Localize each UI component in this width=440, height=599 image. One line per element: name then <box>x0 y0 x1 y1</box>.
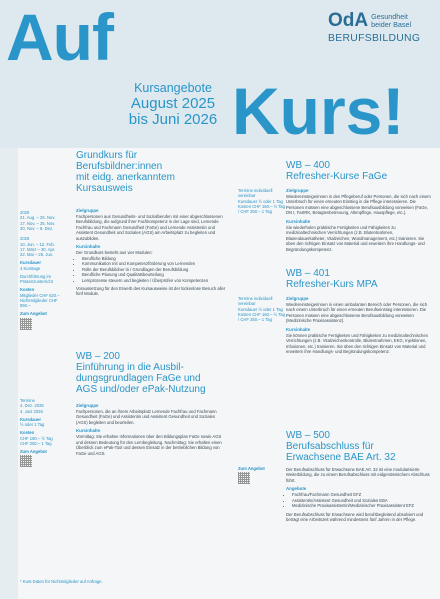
course2-qr-code[interactable] <box>20 455 32 467</box>
course4-content: Sie können praktische Fertigkeiten und Fähigkeiten zu medizinaltechnischen Verrichtungen (z.B. Vitalzeichenkontrolle, Blutentnahmen, EKG, Injektionen, Infusionen, etc.) trainieren. Sie üben den richtigen Einsatz von Material und erweitern ihre Handlungs- und Begründungskompetenz. <box>286 332 428 355</box>
course2-title-l1: WB – 200 <box>76 351 120 362</box>
list-item: • Lernprozesse steuern und begleiten / Überprüfen von Kompetenzen <box>82 278 226 283</box>
course2-fee-label: Kosten <box>20 430 35 436</box>
course4-target: Wiedereinsteigerinnen in einen ambulanten Bereich oder Personen, die sich nach einem Unterbruch für einen erneuten Berufseinstieg interessieren. Die Personen müssen eine abgeschlossene Berufsausbildung vorweisen (Medizinische Praxisassistenz). <box>286 302 428 324</box>
course5-title-l1: WB – 500 <box>286 430 330 441</box>
course1-title-l3: mit eidg. anerkanntem <box>76 172 175 183</box>
list-item: • Medizinische Praxisassistentin/Medizinischer Praxisassistent EFZ <box>292 503 432 508</box>
course2-duration-label: Kursdauer <box>20 416 41 422</box>
course3-title-l1: WB – 400 <box>286 160 330 171</box>
course3-content-label: Kursinhalte <box>286 218 311 224</box>
course1-content-list <box>76 256 226 283</box>
course3-content: Sie wiederholen praktische Fertigkeiten und Fähigkeiten zu medizinaltechnischen Verrichtungen (z.B. Blutentnahmen, Blasendauerkatheter, Vitalzeichen, Wundmanagement, etc.) trainieren. Sie üben den richtigen Einsatz von Material und erweitern ihre Handlungs- und Begründungskompetenz. <box>286 224 425 252</box>
logo-gesundheit-beider-basel <box>371 13 411 28</box>
course2-target: Fachpersonen, die an ihrem Arbeitsplatz Lernende Fachfrau und Fachmann Gesundheit (FaGe) und Assistentin und Assistent Gesundheit und Soziales (AGS) begleiten und beurteilen. <box>76 409 217 425</box>
course5-content-list <box>286 492 432 508</box>
course1-title-l4: Kursausweis <box>76 183 133 194</box>
course3-title <box>286 160 432 182</box>
logo-gesundheit: Gesundheit <box>371 12 408 21</box>
course3-title-l2: Refresher-Kurse FaGe <box>286 171 388 182</box>
course4-target-label: Zielgruppe <box>286 296 309 301</box>
course2-register-link[interactable]: Zum Angebot <box>20 449 47 454</box>
course2-body <box>76 351 226 456</box>
hero-right-word: Kurs! <box>232 74 405 148</box>
list-item: • Berufliche Planung und Qualitätsbeurteilung <box>82 272 226 277</box>
course1-duration: 4 Kurstage <box>20 265 41 271</box>
course1-body <box>76 150 226 297</box>
course2-dates: Termine 4. Dez. 2025 4. Juni 2026 <box>20 398 44 414</box>
course4-title-l2: Refresher-Kurs MPA <box>286 279 378 290</box>
course1-content-intro: Der Grundkurs besteht aus vier Modulen: <box>76 250 153 256</box>
course5-title-l2: Berufsabschluss für <box>286 441 374 452</box>
course1-qr-code[interactable] <box>20 318 32 330</box>
course1-register-link[interactable]: Zum Angebot <box>20 311 47 317</box>
subtitle-line2: August 2025 <box>130 94 216 112</box>
list-item: • Berufliche Bildung <box>82 256 226 261</box>
course3-target: Wiedereinsteigerinnen in den Pflegeberuf oder Personen, die sich nach einem Unterbruch für einen erneuten Einstieg in die Pflege interessieren. Die Personen müssen eine abgeschlossene Berufsausbildung vorweisen (FaGe, DN I, FaSRK, Betagtenbetreuung, Altenpflege, Hauspflege, etc.). <box>286 194 431 216</box>
course5-body <box>286 430 432 523</box>
course5-title <box>286 430 432 463</box>
hero-left-word: Auf <box>6 0 113 74</box>
course2-content: Vormittag: Sie erhalten Informationen über den Bildungsplan FaGe sowie AGS und dessen Bedeutung für den Lernbegleitung. Nachmittag: Sie erhalten einen Überblick zum ePak-Tool und dessen Einsatz in der betrieblichen Bildung von FaGe und AGS. <box>76 434 222 456</box>
course2-title-l3: dungsgrundlagen FaGe und <box>76 373 201 384</box>
logo-berufsbildung: BERUFSBILDUNG <box>328 33 421 44</box>
left-margin-strip <box>0 148 18 599</box>
course2-target-label: Zielgruppe <box>76 403 99 408</box>
course1-target: Fachpersonen aus Gesundheits- und Sozialberufen mit einer abgeschlossenen Berufsbildung, die aufgrund ihrer Fachkompetenz in der Lage sind, Lernende Fachfrau und Fachmann Gesundheit (FaGe) und Lernende Assistentin und Assistent Gesundheit und Soziales (AGS) am Arbeitsplatz zu begleiten und auszubilden. <box>76 214 223 241</box>
course4-title-l1: WB – 401 <box>286 268 330 279</box>
course4-title <box>286 268 432 290</box>
course4-meta-text: Termine individuell vereinbar Kursdauer ½ oder 1 Tag Kosten CHF 160.– ½ Tag / CHF 250.– 1 Tag <box>238 296 285 322</box>
course3-target-label: Zielgruppe <box>286 188 309 193</box>
course1-target-label: Zielgruppe <box>76 208 99 213</box>
course5-register-link[interactable]: Zum Angebot <box>238 466 265 471</box>
course5-title-l3: Erwachsene BAE Art. 32 <box>286 452 396 463</box>
subtitle <box>112 82 234 128</box>
course2-title-l4: AGS und/oder ePak-Nutzung <box>76 384 206 395</box>
course1-fee: Mitglieder CHF 620.– Nichtmitglieder CHF 850.– <box>20 292 60 308</box>
course1-dates: 2025 21. Aug. – 25. Nov. 17. Nov. – 25. Nov. 30. Nov. – 8. Dez. 2026 10. Jun. – 12. Feb. 17. März – 30. Apr. 22. Mai – 25. Jun. <box>20 210 56 257</box>
course2-content-label: Kursinhalte <box>76 428 101 434</box>
course1-location: Durchführung im Präsenzunterricht <box>20 273 53 284</box>
course1-fee-label: Kosten <box>20 287 35 293</box>
course4-body <box>286 268 432 355</box>
course5-closing: Der Berufsabschluss für Erwachsene wird berufsbegleitend absolviert und beträgt eine Arbeitszeit während mindestens fünf Jahren in der Pflege. <box>286 511 424 523</box>
course5-meta <box>238 466 286 489</box>
course1-title-l2: Berufsbildner:innen <box>76 161 163 172</box>
course2-duration: ½ oder 1 Tag <box>20 422 45 427</box>
oda-logo[interactable] <box>328 10 434 44</box>
course4-meta <box>238 296 286 322</box>
footnote: * Kurs-Daten für Nichtmitglieder auf Anfrage. <box>20 579 103 584</box>
course1-title-l1: Grundkurs für <box>76 150 138 161</box>
course5-content-label: Angebote <box>286 486 307 492</box>
subtitle-line1: Kursangebote <box>134 81 212 95</box>
list-item: • Assistentin/Assistent Gesundheit und Soziales EBA <box>292 498 432 503</box>
logo-beider-basel: beider Basel <box>371 19 412 29</box>
course5-target: Der Berufsabschluss für Erwachsene BAE Art. 32 ist eine modularisierte Weiterbildung, die zu einem Berufsabschluss mit eidgenössischem Abschluss führt. <box>286 467 430 483</box>
course4-content-label: Kursinhalte <box>286 326 311 332</box>
course3-meta-text: Termine individuell vereinbar Kursdauer ½ oder 1 Tag Kosten CHF 160.– ½ Tag / CHF 250.– 1 Tag <box>238 188 285 214</box>
course2-title <box>76 351 226 395</box>
list-item: • Rolle der Berufsbildner:in / Grundlagen der Berufsbildung <box>82 267 226 272</box>
course1-duration-label: Kursdauer <box>20 260 41 266</box>
course3-body <box>286 160 432 252</box>
subtitle-line3: bis Juni 2026 <box>128 110 218 128</box>
course5-qr-code[interactable] <box>238 472 250 484</box>
logo-oda: OdA <box>328 10 369 31</box>
course1-content-label: Kursinhalte <box>76 244 101 250</box>
list-item: • Kommunikation mit und Kompetenzförderung von Lernenden <box>82 261 226 266</box>
course2-meta <box>20 398 68 472</box>
course1-meta <box>20 210 68 335</box>
list-item: • Fachfrau/Fachmann Gesundheit EFZ <box>292 492 432 497</box>
course2-title-l2: Einführung in die Ausbil- <box>76 362 184 373</box>
course1-title <box>76 150 226 194</box>
course1-prereq: Voraussetzung für den Erwerb des Kursausweise ist der lückenlose Besuch aller fünf Module. <box>76 285 226 297</box>
course2-fee: CHF 160.– ½ Tag CHF 250.– 1 Tag <box>20 435 53 446</box>
course3-meta <box>238 188 286 214</box>
